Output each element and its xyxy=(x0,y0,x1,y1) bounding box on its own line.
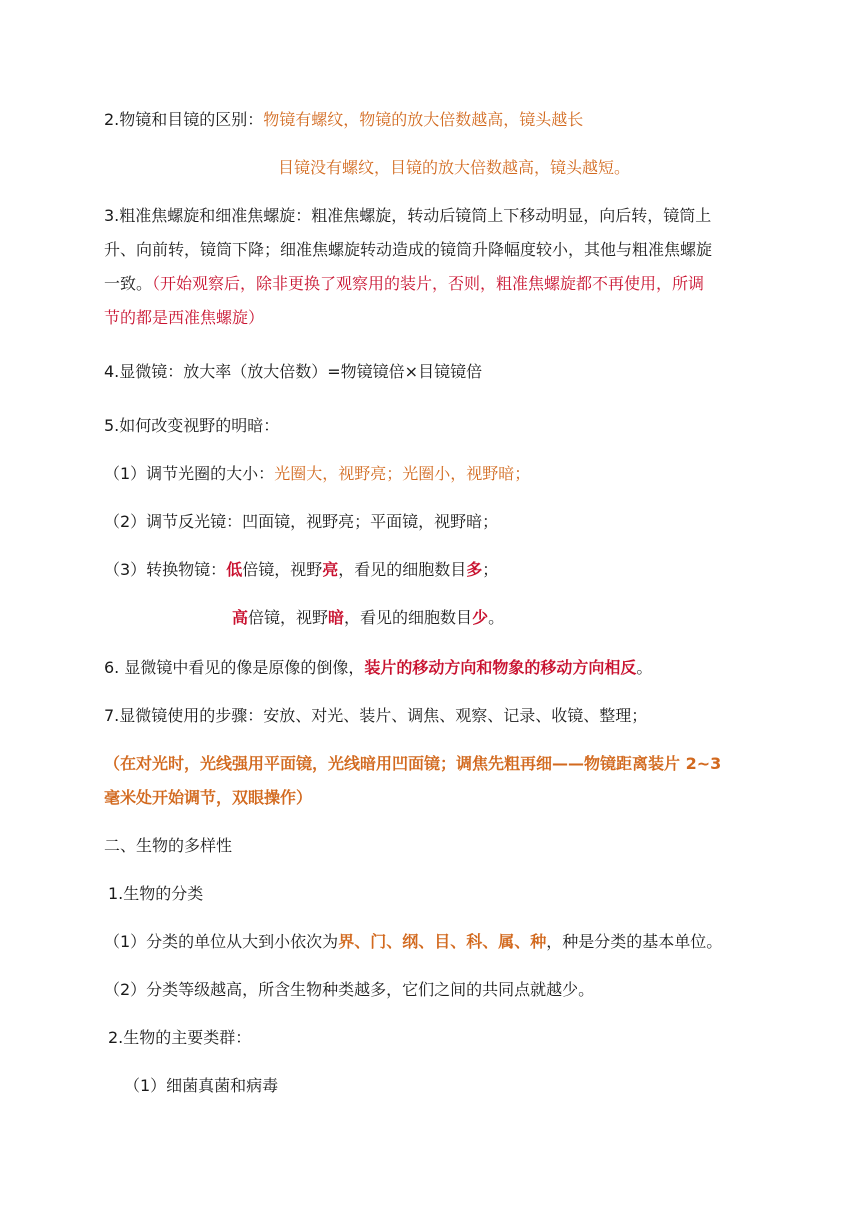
item-4: 4.显微镜：放大率（放大倍数）=物镜镜倍×目镜镜倍 xyxy=(104,362,483,381)
item-7: 7.显微镜使用的步骤：安放、对光、装片、调焦、观察、记录、收镜、整理； xyxy=(104,706,648,725)
item-5-sub-1-text: 光圈大，视野亮；光圈小，视野暗； xyxy=(274,464,531,483)
classification-prefix: （1）分类的单位从大到小依次为 xyxy=(104,932,339,951)
less-word: 少 xyxy=(472,608,489,627)
item-5-title: 5.如何改变视野的明暗： xyxy=(104,416,280,435)
classification-line-2: （2）分类等级越高，所含生物种类越多，它们之间的共同点就越少。 xyxy=(104,980,595,999)
item-6 xyxy=(104,658,652,678)
item-5-sub-3-prefix: （3）转换物镜： xyxy=(104,560,227,579)
section-2-point-1: 1.生物的分类 xyxy=(108,884,204,903)
item-3-plain: 一致。 xyxy=(104,274,153,293)
item-5-sub-2: （2）调节反光镜：凹面镜，视野亮；平面镜，视野暗； xyxy=(104,512,499,531)
classification-end: ，种是分类的基本单位。 xyxy=(546,932,723,951)
section-2-title: 二、生物的多样性 xyxy=(104,836,233,855)
item-3-note-end: 节的都是西准焦螺旋） xyxy=(104,308,265,327)
item-6-key: 装片的移动方向和物象的移动方向相反 xyxy=(364,658,637,677)
low-word: 低 xyxy=(226,560,243,579)
more-word: 多 xyxy=(466,560,483,579)
item-7-note-2: 毫米处开始调节，双眼操作） xyxy=(104,788,313,807)
item-5-sub-3-mid2: ，看见的细胞数目 xyxy=(338,560,467,579)
item-3-line-2: 升、向前转，镜筒下降；细准焦螺旋转动造成的镜筒升降幅度较小，其他与粗准焦螺旋 xyxy=(104,240,713,259)
section-2-point-2: 2.生物的主要类群： xyxy=(108,1028,252,1047)
classification-line-1 xyxy=(104,932,722,952)
item-7-note-1: （在对光时，光线强用平面镜，光线暗用凹面镜；调焦先粗再细——物镜距离装片 2~3 xyxy=(104,754,722,773)
dark-word: 暗 xyxy=(328,608,345,627)
item-5-sub-4-mid1: 倍镜，视野 xyxy=(248,608,329,627)
item-5-sub-3-end: ； xyxy=(482,560,499,579)
item-3-line-3 xyxy=(104,274,704,294)
item-5-sub-1-prefix: （1）调节光圈的大小： xyxy=(104,464,275,483)
item-2-line-1 xyxy=(104,110,583,130)
group-1: （1）细菌真菌和病毒 xyxy=(124,1076,279,1095)
item-2-eyepiece: 目镜没有螺纹，目镜的放大倍数越高，镜头越短。 xyxy=(278,158,631,177)
item-5-sub-1 xyxy=(104,464,530,484)
item-5-sub-4-mid2: ，看见的细胞数目 xyxy=(344,608,473,627)
item-6-end: 。 xyxy=(636,658,653,677)
item-5-sub-4 xyxy=(232,608,504,628)
high-word: 高 xyxy=(232,608,249,627)
item-5-sub-4-end: 。 xyxy=(488,608,505,627)
item-2-objective: 物镜有螺纹，物镜的放大倍数越高，镜头越长 xyxy=(263,110,584,129)
item-3-line-1: 3.粗准焦螺旋和细准焦螺旋：粗准焦螺旋，转动后镜筒上下移动明显，向后转，镜筒上 xyxy=(104,206,712,225)
item-5-sub-3-mid1: 倍镜，视野 xyxy=(242,560,323,579)
classification-units: 界、门、纲、目、科、属、种 xyxy=(338,932,547,951)
item-3-note: （开始观察后，除非更换了观察用的装片，否则，粗准焦螺旋都不再使用，所调 xyxy=(152,274,705,293)
item-2-prefix: 2.物镜和目镜的区别： xyxy=(104,110,264,129)
bright-word: 亮 xyxy=(322,560,339,579)
item-6-prefix: 6. 显微镜中看见的像是原像的倒像， xyxy=(104,658,365,677)
item-5-sub-3 xyxy=(104,560,498,580)
